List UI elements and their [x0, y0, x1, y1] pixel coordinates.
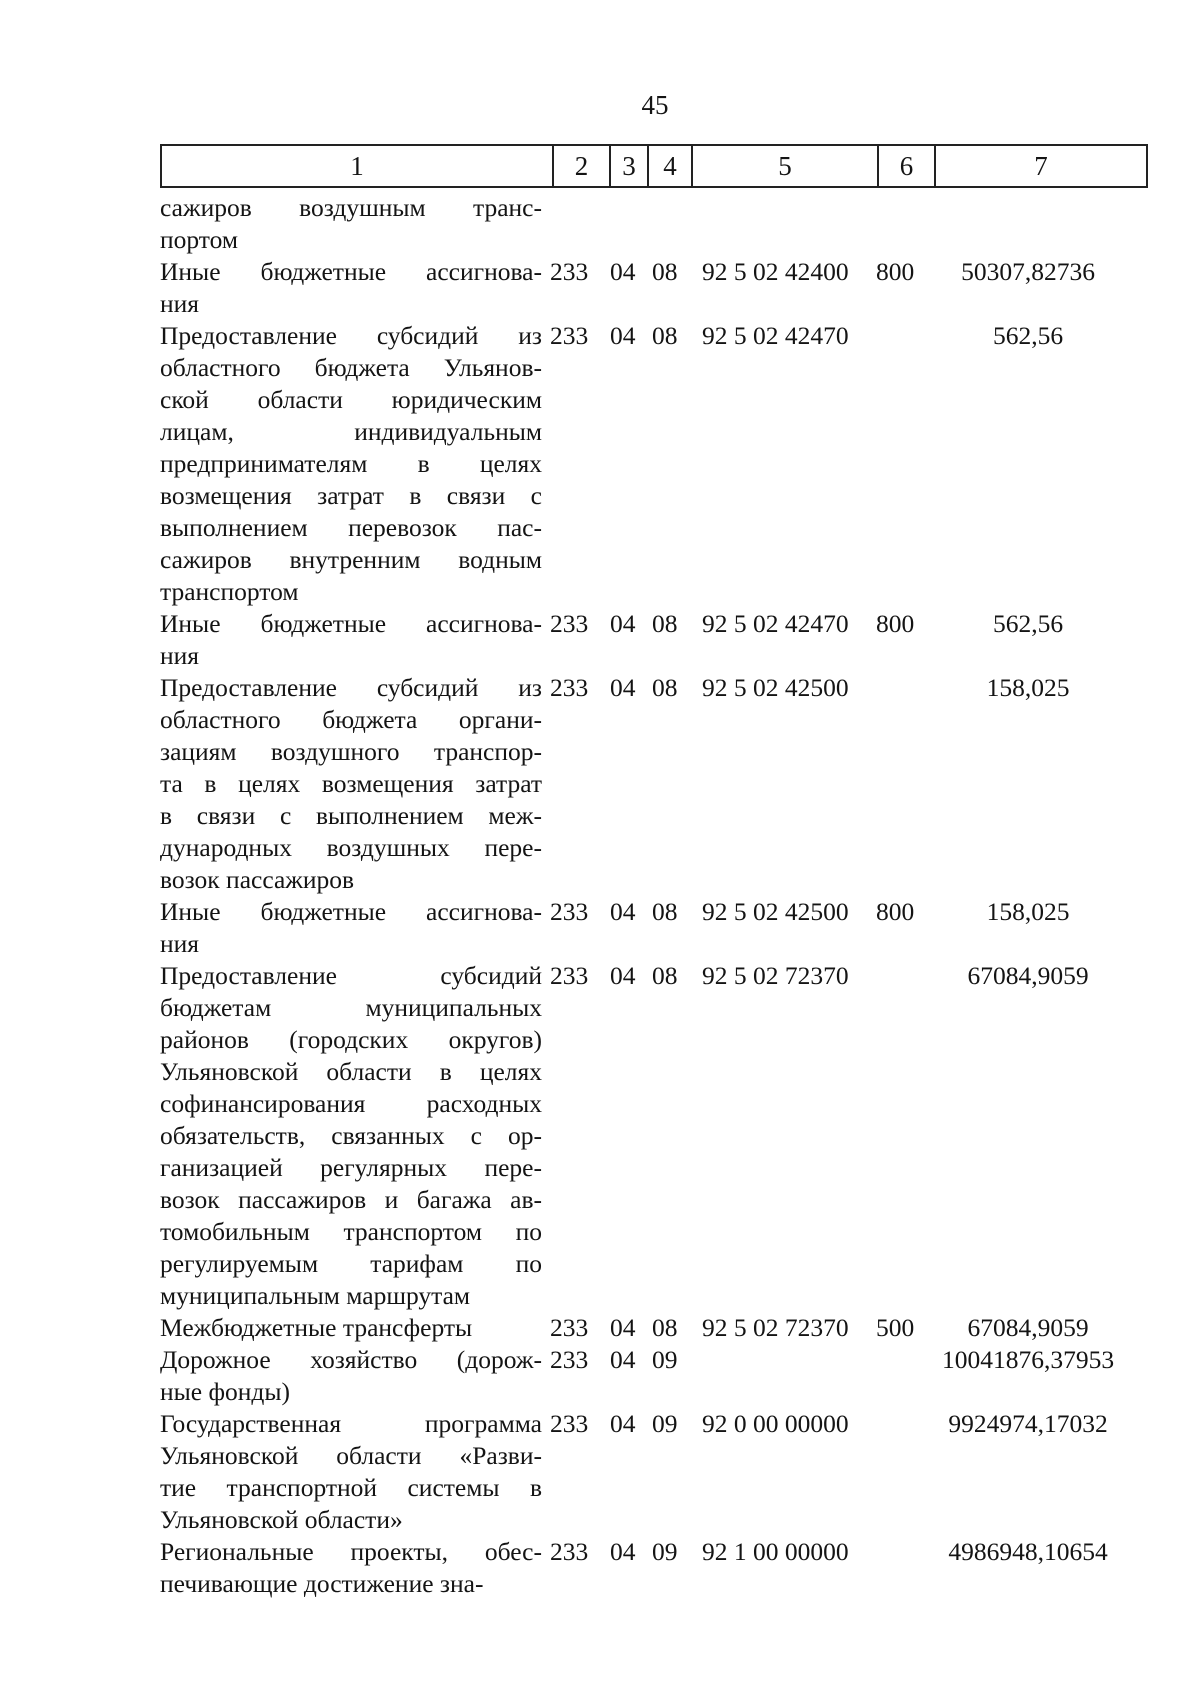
cell-c6 — [876, 320, 928, 608]
cell-c5: 92 5 02 42500 — [702, 897, 849, 926]
description-line: возмещения затрат в связи с — [160, 481, 542, 510]
cell-c7: 4986948,10654 — [948, 1537, 1108, 1566]
description-line: зациям воздушного транспор- — [160, 737, 542, 766]
description-line: муниципальным маршрутам — [160, 1281, 471, 1310]
cell-c3: 04 — [610, 1345, 636, 1374]
cell-c3 — [610, 192, 652, 256]
header-col-5: 5 — [692, 145, 878, 187]
cell-c3: 04 — [610, 609, 636, 638]
header-col-2: 2 — [553, 145, 610, 187]
header-col-4: 4 — [648, 145, 692, 187]
cell-c3: 04 — [610, 897, 636, 926]
row-description — [160, 1312, 542, 1344]
cell-c5: 92 5 02 42470 — [702, 321, 849, 350]
table-row — [160, 608, 1160, 672]
row-description — [160, 192, 542, 256]
description-line: томобильным транспортом по — [160, 1217, 542, 1246]
row-description — [160, 256, 542, 320]
cell-c6: 500 — [876, 1313, 915, 1342]
cell-c2: 233 — [550, 1409, 589, 1438]
cell-c5: 92 5 02 42500 — [702, 673, 849, 702]
cell-c7: 10041876,37953 — [941, 1345, 1115, 1374]
cell-c6 — [876, 192, 928, 256]
description-line: портом — [160, 225, 239, 254]
cell-c5: 92 5 02 42400 — [702, 257, 849, 286]
description-line: ния — [160, 641, 200, 670]
cell-c2: 233 — [550, 1345, 589, 1374]
cell-c6 — [876, 672, 928, 896]
cell-c7: 158,025 — [986, 897, 1070, 926]
table-row — [160, 896, 1160, 960]
row-description — [160, 1536, 542, 1600]
description-line: софинансирования расходных — [160, 1089, 542, 1118]
cell-c2: 233 — [550, 1313, 589, 1342]
cell-c3: 04 — [610, 1409, 636, 1438]
description-line: областного бюджета органи- — [160, 705, 542, 734]
cell-c7: 9924974,17032 — [948, 1409, 1108, 1438]
cell-c2: 233 — [550, 961, 589, 990]
table-row — [160, 960, 1160, 1312]
cell-c4: 08 — [652, 1313, 678, 1342]
cell-c7: 562,56 — [992, 321, 1064, 350]
description-line: тие транспортной системы в — [160, 1473, 542, 1502]
description-line: областного бюджета Ульянов- — [160, 353, 542, 382]
table-header — [160, 144, 1148, 188]
cell-c6 — [876, 1408, 928, 1536]
cell-c4: 08 — [652, 961, 678, 990]
cell-c3: 04 — [610, 1313, 636, 1342]
description-line: возок пассажиров и багажа ав- — [160, 1185, 542, 1214]
cell-c7: 50307,82736 — [961, 257, 1095, 286]
header-col-7: 7 — [935, 145, 1147, 187]
row-description — [160, 320, 542, 608]
description-line: Предоставление субсидий из — [160, 673, 542, 702]
cell-c7: 158,025 — [986, 673, 1070, 702]
page-number: 45 — [641, 90, 669, 120]
cell-c3: 04 — [610, 1537, 636, 1566]
row-description — [160, 1408, 542, 1536]
description-line: обязательств, связанных с ор- — [160, 1121, 542, 1150]
cell-c4: 08 — [652, 321, 678, 350]
description-line: предпринимателям в целях — [160, 449, 542, 478]
cell-c5: 92 1 00 00000 — [702, 1537, 849, 1566]
table-body — [160, 192, 1160, 1600]
description-line: регулируемым тарифам по — [160, 1249, 542, 1278]
cell-c4: 09 — [652, 1345, 678, 1374]
description-line: выполнением перевозок пас- — [160, 513, 542, 542]
description-line: Ульяновской области в целях — [160, 1057, 542, 1086]
row-description — [160, 1344, 542, 1408]
cell-c6: 800 — [876, 897, 915, 926]
cell-c6: 800 — [876, 609, 915, 638]
description-line: печивающие достижение зна- — [160, 1569, 484, 1598]
cell-c2: 233 — [550, 609, 589, 638]
cell-c6 — [876, 1344, 928, 1408]
description-line: лицам, индивидуальным — [160, 417, 542, 446]
description-line: та в целях возмещения затрат — [160, 769, 542, 798]
description-line: Иные бюджетные ассигнова- — [160, 609, 542, 638]
cell-c2: 233 — [550, 1537, 589, 1566]
cell-c4 — [652, 192, 694, 256]
description-line: в связи с выполнением меж- — [160, 801, 542, 830]
description-line: ния — [160, 929, 200, 958]
description-line: Межбюджетные трансферты — [160, 1313, 473, 1342]
cell-c5 — [694, 1344, 876, 1408]
cell-c5: 92 5 02 72370 — [702, 1313, 849, 1342]
cell-c4: 08 — [652, 897, 678, 926]
cell-c2: 233 — [550, 257, 589, 286]
cell-c5: 92 0 00 00000 — [702, 1409, 849, 1438]
cell-c6: 800 — [876, 257, 915, 286]
table-row — [160, 256, 1160, 320]
table-row — [160, 1408, 1160, 1536]
row-description — [160, 608, 542, 672]
description-line: ской области юридическим — [160, 385, 542, 414]
description-line: бюджетам муниципальных — [160, 993, 542, 1022]
cell-c2: 233 — [550, 673, 589, 702]
description-line: Дорожное хозяйство (дорож- — [160, 1345, 542, 1374]
cell-c3: 04 — [610, 961, 636, 990]
row-description — [160, 896, 542, 960]
cell-c3: 04 — [610, 321, 636, 350]
cell-c4: 09 — [652, 1409, 678, 1438]
table-row — [160, 320, 1160, 608]
cell-c4: 08 — [652, 257, 678, 286]
cell-c5 — [694, 192, 876, 256]
cell-c3: 04 — [610, 673, 636, 702]
description-line: Иные бюджетные ассигнова- — [160, 897, 542, 926]
cell-c7: 67084,9059 — [967, 961, 1089, 990]
description-line: возок пассажиров — [160, 865, 355, 894]
cell-c7: 67084,9059 — [967, 1313, 1089, 1342]
table-row — [160, 1312, 1160, 1344]
cell-c6 — [876, 960, 928, 1312]
table-row — [160, 1536, 1160, 1600]
description-line: ганизацией регулярных пере- — [160, 1153, 542, 1182]
header-col-3: 3 — [610, 145, 648, 187]
cell-c7 — [928, 192, 1128, 256]
cell-c2 — [542, 192, 610, 256]
table-row — [160, 672, 1160, 896]
row-description — [160, 960, 542, 1312]
description-line: ния — [160, 289, 200, 318]
cell-c4: 09 — [652, 1537, 678, 1566]
description-line: Ульяновской области» — [160, 1505, 403, 1534]
table-row — [160, 192, 1160, 256]
cell-c2: 233 — [550, 897, 589, 926]
description-line: Предоставление субсидий из — [160, 321, 542, 350]
description-line: Предоставление субсидий — [160, 961, 542, 990]
cell-c6 — [876, 1536, 928, 1600]
cell-c4: 08 — [652, 609, 678, 638]
cell-c5: 92 5 02 72370 — [702, 961, 849, 990]
description-line: Государственная программа — [160, 1409, 542, 1438]
cell-c3: 04 — [610, 257, 636, 286]
description-line: сажиров воздушным транс- — [160, 193, 542, 222]
header-col-6: 6 — [878, 145, 935, 187]
description-line: Региональные проекты, обес- — [160, 1537, 542, 1566]
table-row — [160, 1344, 1160, 1408]
cell-c5: 92 5 02 42470 — [702, 609, 849, 638]
description-line: Иные бюджетные ассигнова- — [160, 257, 542, 286]
header-col-1: 1 — [161, 145, 553, 187]
description-line: Ульяновской области «Разви- — [160, 1441, 542, 1470]
description-line: ные фонды) — [160, 1377, 290, 1406]
cell-c4: 08 — [652, 673, 678, 702]
cell-c7: 562,56 — [992, 609, 1064, 638]
cell-c2: 233 — [550, 321, 589, 350]
row-description — [160, 672, 542, 896]
description-line: сажиров внутренним водным — [160, 545, 542, 574]
description-line: транспортом — [160, 577, 299, 606]
description-line: дународных воздушных пере- — [160, 833, 542, 862]
description-line: районов (городских округов) — [160, 1025, 542, 1054]
